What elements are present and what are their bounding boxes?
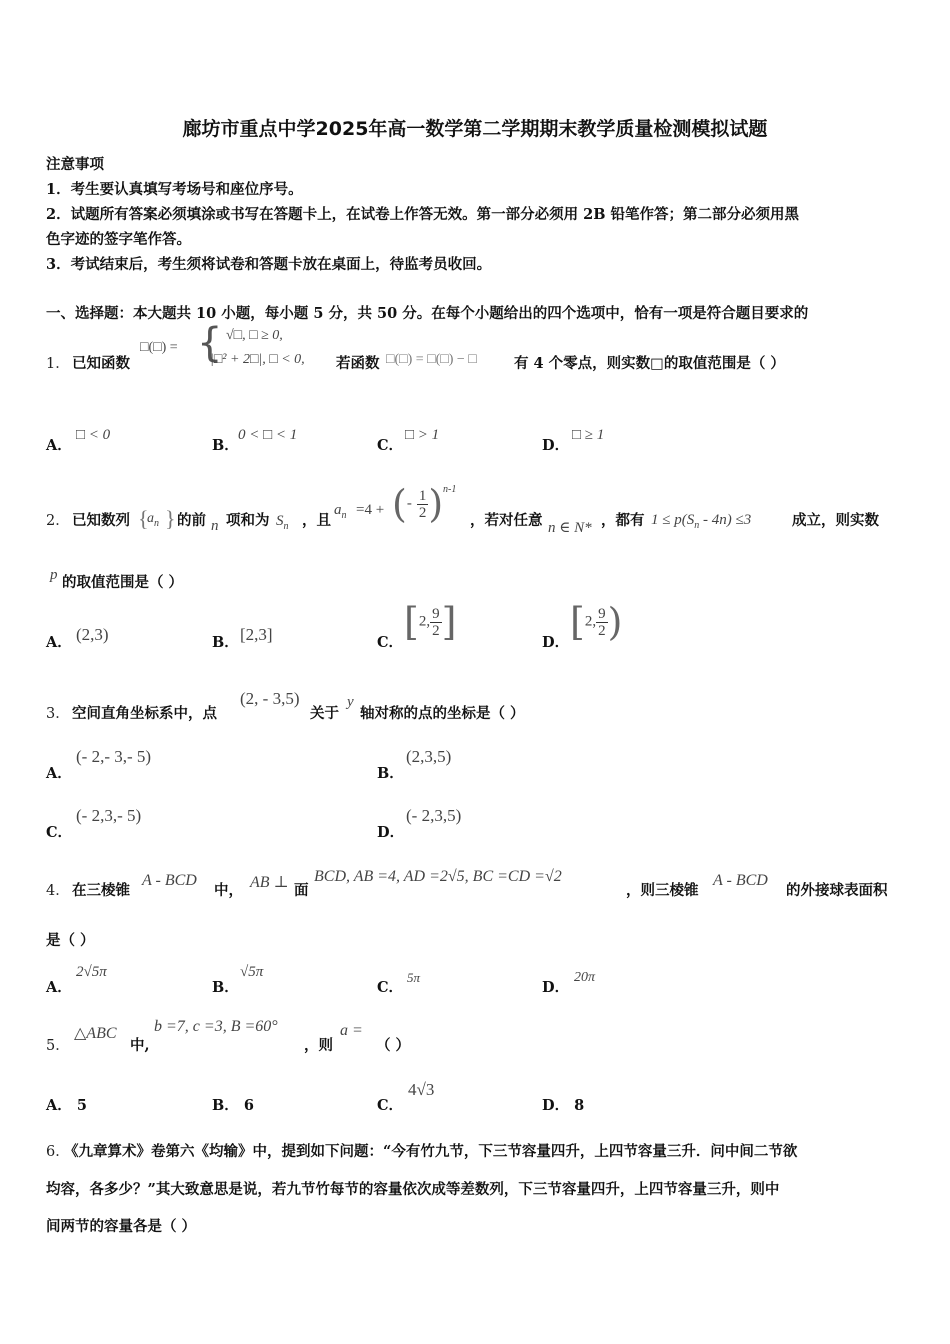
q4-option-c-value: 5π	[407, 970, 421, 985]
section-heading: 一、选择题：本大题共 10 小题，每小题 5 分，共 50 分。在每个小题给出的四个选项中，恰有一项是符合题目要求的	[46, 305, 809, 322]
q1-option-a[interactable]: A．	[46, 437, 72, 454]
q4-option-d-value: 20π	[574, 970, 596, 985]
q1-func: □(□) =	[140, 340, 178, 355]
q2-option-b-value: [2,3]	[240, 625, 273, 644]
q5-number: 5．	[46, 1038, 70, 1054]
q4-line2: 是（ ）	[46, 932, 95, 949]
q2-line2: 的取值范围是（ ）	[62, 574, 184, 591]
notes-heading: 注意事项	[46, 156, 104, 173]
q1-text-pre: 已知函数	[72, 355, 130, 372]
q1-number: 1．	[46, 356, 70, 372]
q5-text-3: （ ）	[376, 1037, 411, 1054]
q4-option-c[interactable]: C．	[377, 979, 404, 996]
q4-option-d[interactable]: D．	[542, 979, 570, 996]
note-item: 2．试题所有答案必须填涂或书写在答题卡上，在试卷上作答无效。第一部分必须用 2B 铅笔作答；第二部分必须用黑	[46, 206, 800, 223]
note-item: 色字迹的签字笔作答。	[46, 231, 191, 248]
q4-number: 4．	[46, 883, 70, 899]
q2-option-d[interactable]: D．	[542, 634, 570, 651]
q2-ineq: $1 \le p(S_n - 4n) \le 3$	[651, 512, 752, 531]
q4-tetra-2: A - BCD	[713, 872, 768, 889]
q3-text-1: 空间直角坐标系中，点	[72, 705, 217, 722]
q2-exp: n-1	[443, 484, 457, 495]
q2-text-1: 已知数列	[72, 512, 130, 529]
q2-eq: =4 +	[356, 502, 385, 518]
q5-option-a-value: 5	[76, 1097, 87, 1114]
q1-text-post: 有 4 个零点，则实数□的取值范围是（ ）	[514, 355, 785, 372]
q3-axis: y	[347, 694, 354, 710]
q6-line: 间两节的容量各是（ ）	[46, 1218, 197, 1235]
q2-option-c-value: [2, $\frac{9}{2}$ ]	[404, 600, 457, 644]
q4-text-1: 在三棱锥	[72, 882, 130, 899]
q1-option-b[interactable]: B．	[212, 437, 239, 454]
q4-tetra: A - BCD	[142, 872, 197, 889]
q1-brace: {	[197, 320, 223, 366]
q2-option-d-value: [2, $\frac{9}{2}$ )	[570, 600, 623, 644]
q3-option-c[interactable]: C．	[46, 824, 73, 841]
q2-frac-group: (- $\frac{1}{2}$ )	[392, 482, 444, 526]
q2-option-a[interactable]: A．	[46, 634, 72, 651]
q2-number: 2．	[46, 513, 70, 529]
q1-text-mid: 若函数	[336, 355, 380, 372]
q5-option-a[interactable]: A． 5	[46, 1097, 87, 1114]
q5-option-b-value: 6	[243, 1097, 254, 1114]
q6-number: 6．	[46, 1144, 70, 1160]
q5-a: a =	[340, 1022, 363, 1039]
q2-text-7: 成立，则实数	[792, 512, 879, 529]
q2-option-b[interactable]: B．	[212, 634, 239, 651]
q3-option-b[interactable]: B．	[377, 765, 404, 782]
q5-text-2: ，则	[304, 1037, 333, 1054]
q1-case1: √□, □ ≥ 0,	[226, 328, 283, 343]
q1-g-func: □(□) = □(□) − □	[386, 352, 477, 367]
q4-conditions: BCD, AB =4, AD =2√5, BC =CD =√2	[314, 868, 562, 885]
q2-seq-brace-right: }	[165, 506, 176, 531]
q3-option-c-value: (- 2,3,- 5)	[76, 806, 142, 825]
q2-text-5: ，若对任意	[470, 512, 543, 529]
q4-text-3: 面	[294, 882, 309, 899]
q1-case2: |□² + 2□|, □ < 0,	[210, 352, 305, 367]
q1-option-d[interactable]: D．	[542, 437, 570, 454]
q5-text-1: 中,	[130, 1037, 150, 1054]
q2-text-2: 的前	[177, 512, 206, 529]
q2-frac: $\frac{1}{2}$	[418, 487, 427, 521]
q2-p: p	[50, 567, 58, 583]
q3-option-d-value: (- 2,3,5)	[406, 806, 462, 825]
q3-option-b-value: (2,3,5)	[406, 747, 452, 766]
q1-option-b-value: 0 < □ < 1	[238, 427, 298, 443]
q2-text-4: ，且	[302, 512, 331, 529]
q5-option-b[interactable]: B． 6	[212, 1097, 254, 1114]
page-title: 廊坊市重点中学2025年高一数学第二学期期末教学质量检测模拟试题	[182, 118, 768, 140]
q2-n: n	[211, 518, 219, 534]
q4-option-a[interactable]: A．	[46, 979, 72, 996]
q3-number: 3．	[46, 706, 70, 722]
q5-option-c[interactable]: C．	[377, 1097, 404, 1114]
q5-triangle: △ABC	[74, 1025, 117, 1042]
q5-option-c-value: 4√3	[408, 1080, 435, 1099]
q4-text-5: 的外接球表面积	[786, 882, 888, 899]
q1-option-c-value: □ > 1	[405, 427, 440, 443]
q4-option-b-value: √5π	[240, 964, 264, 980]
q3-point: (2, - 3,5)	[240, 689, 300, 708]
note-item: 3．考试结束后，考生须将试卷和答题卡放在桌面上，待监考员收回。	[46, 256, 492, 273]
q6-line: 均容，各多少？”其大致意思是说，若九节竹每节的容量依次成等差数列，下三节容量四升，上四节容量三升，则中	[46, 1181, 780, 1198]
q4-ab: AB ⊥	[250, 874, 289, 891]
q5-option-d[interactable]: D． 8	[542, 1097, 585, 1114]
note-item: 1．考生要认真填写考场号和座位序号。	[46, 181, 303, 198]
q2-seq: $a_n$	[147, 511, 159, 529]
q4-option-b[interactable]: B．	[212, 979, 239, 996]
q3-text-2: 关于	[310, 705, 339, 722]
q5-conditions: b =7, c =3, B =60°	[154, 1018, 278, 1035]
q2-text-6: ，都有	[601, 512, 645, 529]
q2-option-c[interactable]: C．	[377, 634, 404, 651]
q4-text-2: 中，	[214, 882, 243, 899]
q2-text-3: 项和为	[226, 512, 270, 529]
q1-option-c[interactable]: C．	[377, 437, 404, 454]
q3-option-a[interactable]: A．	[46, 765, 72, 782]
q3-option-a-value: (- 2,- 3,- 5)	[76, 747, 152, 766]
q1-option-a-value: □ < 0	[76, 427, 111, 443]
q4-text-4: ，则三棱锥	[626, 882, 699, 899]
q4-option-a-value: 2√5π	[76, 964, 107, 980]
q3-text-3: 轴对称的点的坐标是（ ）	[360, 705, 525, 722]
q5-option-d-value: 8	[574, 1097, 585, 1114]
q2-domain: n ∈ N*	[548, 520, 592, 536]
q3-option-d[interactable]: D．	[377, 824, 405, 841]
q1-option-d-value: □ ≥ 1	[572, 427, 605, 443]
q2-sum: $S_n$	[276, 513, 289, 532]
q2-an: $a_n$	[334, 502, 347, 521]
q2-seq-brace-left: {	[138, 506, 149, 531]
q2-option-a-value: (2,3)	[76, 625, 109, 644]
q6-line: 《九章算术》卷第六《均输》中，提到如下问题：“今有竹九节，下三节容量四升，上四节容量三升．问中间二节欲	[64, 1143, 798, 1160]
